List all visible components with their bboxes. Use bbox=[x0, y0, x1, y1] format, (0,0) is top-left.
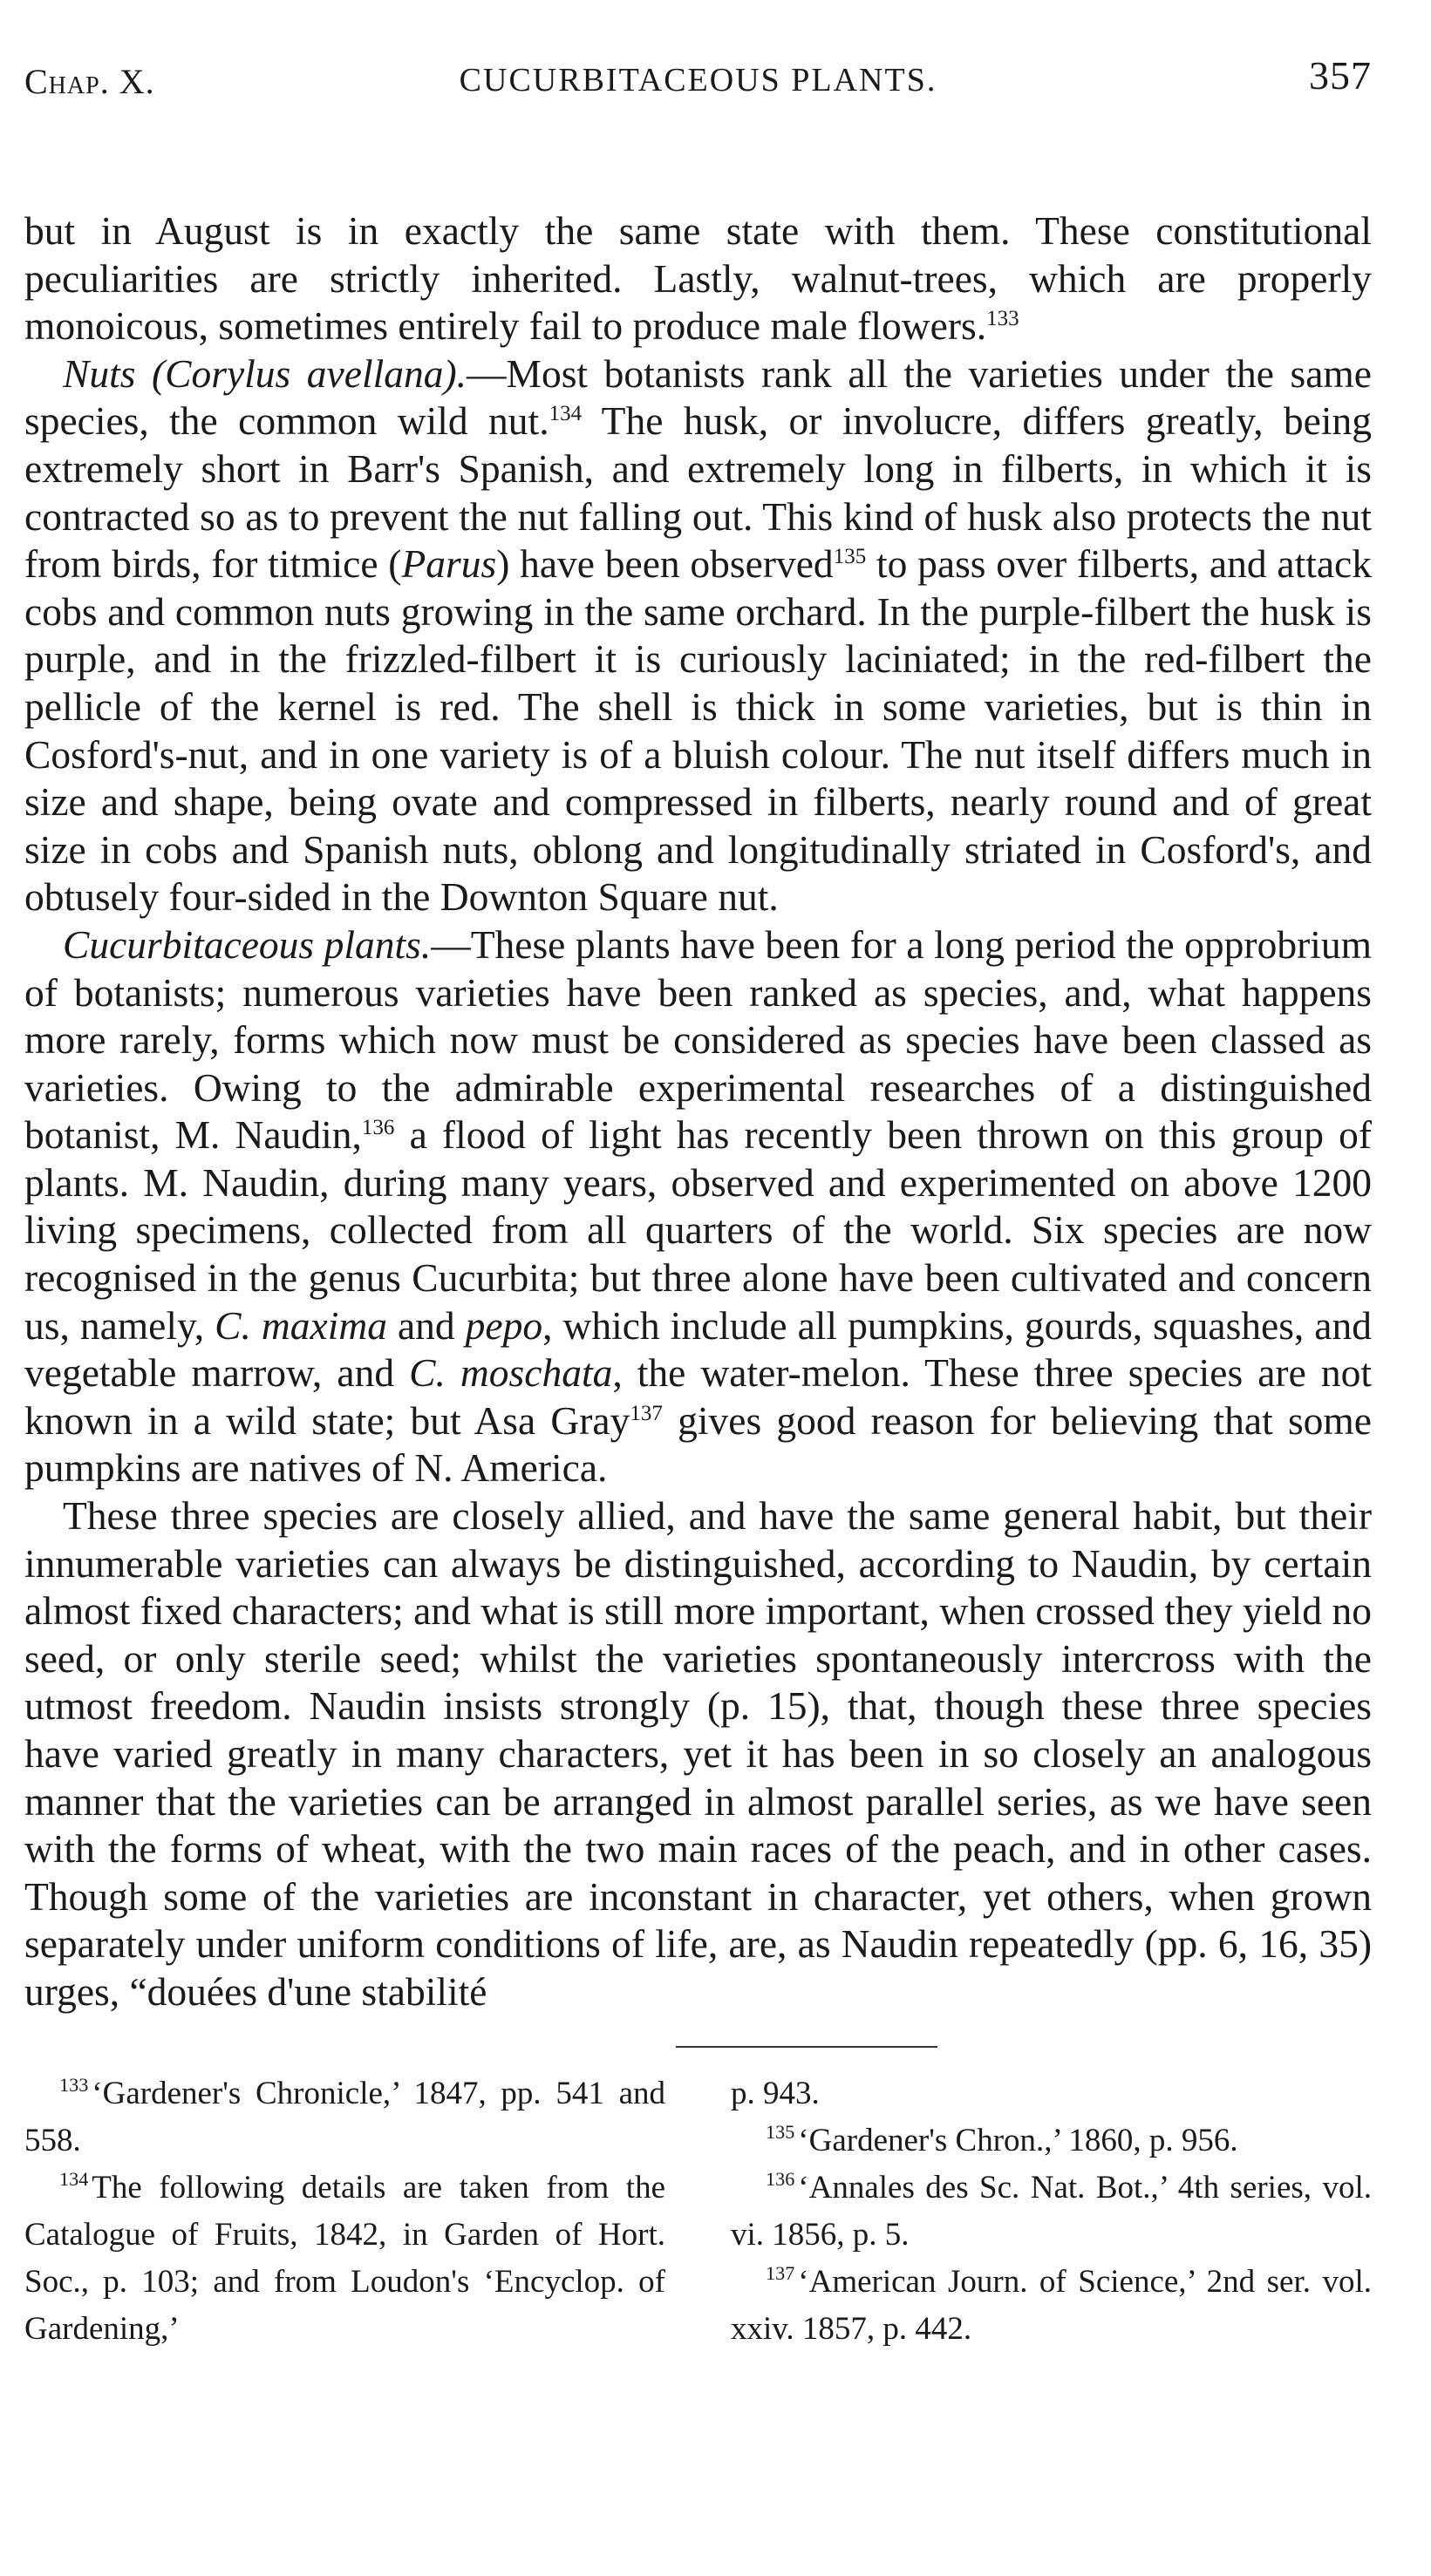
footnote-ref-133: 133 bbox=[986, 307, 1019, 331]
running-head bbox=[24, 52, 1372, 113]
paragraph-nuts: Nuts (Corylus avellana).—Most botanists rank all the varieties under the same species, the common wild nut.$^{134}$ The husk, or involucre, differs greatly, being extremely short in Barr's Spanish, and extremely long in filberts, in which it is contracted so as to prevent the nut falling out. This kind of husk also protects the nut from birds, for titmice (Parus) have been observed$^{135}$ to pass over filberts, and attack cobs and common nuts growing in the same orchard. In the purple-filbert the husk is purple, and in the frizzled-filbert it is curiously laciniated; in the red-filbert the pellicle of the kernel is red. The shell is thick in some varieties, but is thin in Cosford's-nut, and in one variety is of a bluish colour. The nut itself differs much in size and shape, being ovate and compressed in filberts, nearly round and of great size in cobs and Spanish nuts, oblong and longitudinally striated in Cosford's, and obtusely four-sided in the Downton Square nut. bbox=[24, 350, 1373, 920]
footnote-ref-134: 134 bbox=[549, 402, 583, 426]
footnotes-right-column bbox=[731, 2070, 1372, 2353]
footnote-rule bbox=[676, 2046, 937, 2048]
footnote-133: $^{133}$ ‘Gardener's Chronicle,’ 1847, pp. 541 and 558. bbox=[24, 2074, 665, 2158]
footnote-134-continued: p. 943. bbox=[731, 2075, 820, 2111]
latin-parus: Parus bbox=[401, 541, 497, 587]
footnote-ref-135: 135 bbox=[833, 545, 867, 568]
paragraph-three-species: These three species are closely allied, and have the same general habit, but their innumerable varieties can always be distinguished, according to Naudin, by certain almost fixed characters; and what is still more important, when crossed they yield no seed, or only sterile seed; whilst the varieties spontaneously intercross with the utmost freedom. Naudin insists strongly (p. 15), that, though these three species have varied greatly in many characters, yet it has been in so closely an analogous manner that the varieties can be arranged in almost parallel series, as we have seen with the forms of wheat, with the two main races of the peach, and in other cases. Though some of the varieties are inconstant in character, yet others, when grown separately under uniform conditions of life, are, as Naudin repeatedly (pp. 6, 16, 35) urges, “douées d'une stabilité bbox=[24, 1493, 1372, 2014]
footnotes bbox=[24, 2070, 1372, 2353]
page-number: 357 bbox=[1309, 53, 1372, 98]
main-text bbox=[24, 207, 1372, 2016]
section-lead-cucurbitaceous: Cucurbitaceous plants. bbox=[63, 921, 432, 967]
running-title: CUCURBITACEOUS PLANTS. bbox=[459, 62, 937, 99]
latin-c-maxima: C. maxima bbox=[215, 1302, 387, 1348]
footnote-136: $^{136}$ ‘Annales des Sc. Nat. Bot.,’ 4th series, vol. vi. 1856, p. 5. bbox=[731, 2168, 1372, 2253]
chapter-label: Chap. X. bbox=[24, 62, 155, 101]
footnote-137: $^{137}$ ‘American Journ. of Science,’ 2nd ser. vol. xxiv. 1857, p. 442. bbox=[731, 2262, 1372, 2347]
latin-c-moschata: C. moschata bbox=[409, 1350, 613, 1396]
footnote-ref-136: 136 bbox=[361, 1116, 395, 1140]
footnotes-left-column bbox=[24, 2070, 665, 2353]
book-page bbox=[24, 52, 1372, 2353]
footnote-135: $^{135}$ ‘Gardener's Chron.,’ 1860, p. 956. bbox=[766, 2121, 1238, 2158]
section-lead-nuts: Nuts (Corylus avellana). bbox=[63, 350, 467, 396]
latin-pepo: pepo bbox=[465, 1302, 543, 1348]
footnote-134: $^{134}$ The following details are taken from the Catalogue of Fruits, 1842, in Garden of Hort. Soc., p. 103; and from Loudon's ‘Encyclop. of Gardening,’ bbox=[24, 2168, 665, 2347]
footnote-ref-137: 137 bbox=[630, 1401, 663, 1425]
paragraph-walnut: but in August is in exactly the same state with them. These constitutional peculiarities are strictly inherited. Lastly, walnut-trees, which are properly monoicous, sometimes entirely fail to produce male flowers.$^{133}$ bbox=[24, 208, 1372, 349]
paragraph-cucurbitaceous: Cucurbitaceous plants.—These plants have been for a long period the opprobrium of botanists; numerous varieties have been ranked as species, and, what happens more rarely, forms which now must be considered as species have been classed as varieties. Owing to the admirable experimental researches of a distinguished botanist, M. Naudin,$^{136}$ a flood of light has recently been thrown on this group of plants. M. Naudin, during many years, observed and experimented on above 1200 living specimens, collected from all quarters of the world. Six species are now recognised in the genus Cucurbita; but three alone have been cultivated and concern us, namely, C. maxima and pepo, which include all pumpkins, gourds, squashes, and vegetable marrow, and C. moschata, the water-melon. These three species are not known in a wild state; but Asa Gray$^{137}$ gives good reason for believing that some pumpkins are natives of N. America. bbox=[24, 921, 1372, 1491]
